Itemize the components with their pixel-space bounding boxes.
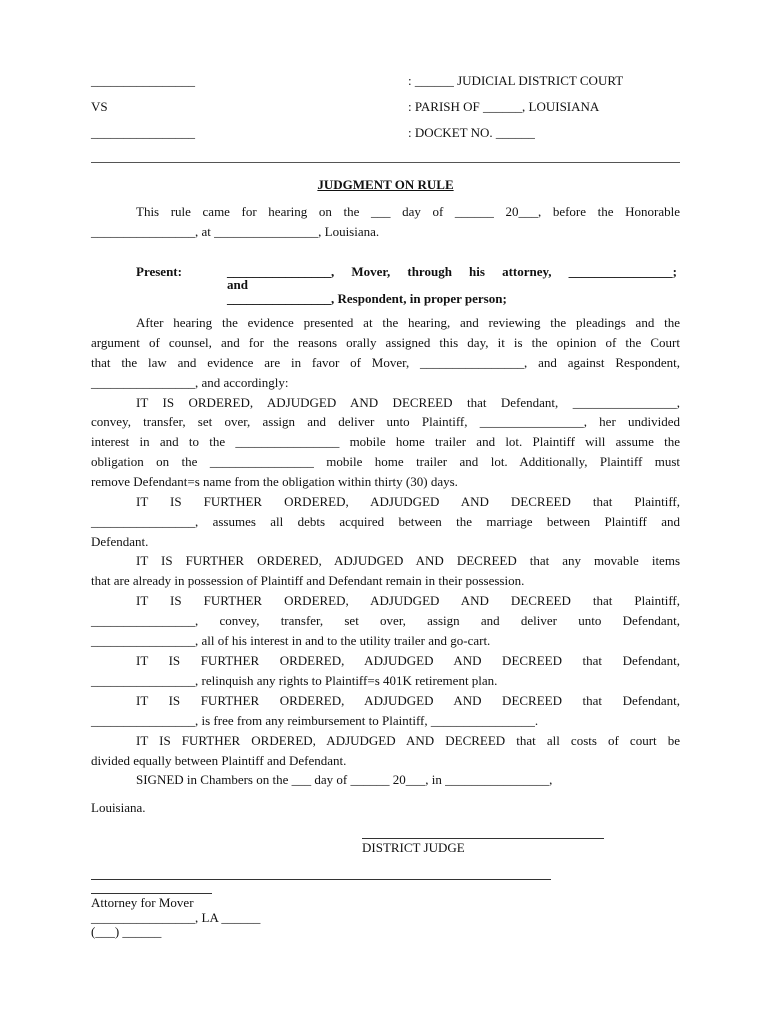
attorney-phone: (___) ______ <box>91 924 162 939</box>
body-p7-line-2: ________________, is free from any reimbursement to Plaintiff, ________________. <box>91 713 539 728</box>
body-p2-line-1: IT IS ORDERED, ADJUDGED AND DECREED that Defendant, ________________, <box>136 395 680 410</box>
caption-divider <box>91 162 680 163</box>
signed-location: Louisiana. <box>91 800 146 815</box>
body-p4-line-1: IT IS FURTHER ORDERED, ADJUDGED AND DECREED that any movable items <box>136 553 680 568</box>
defendant-blank: ________________ <box>91 125 195 140</box>
body-p3-line-2: ________________, assumes all debts acquired between the marriage between Plaintiff and <box>91 514 680 529</box>
present-respondent: ________________, Respondent, in proper person; <box>227 291 507 306</box>
body-p2-line-3: interest in and to the ________________ mobile home trailer and lot. Plaintiff will assume the <box>91 434 680 449</box>
body-p8-line-2: divided equally between Plaintiff and Defendant. <box>91 753 347 768</box>
body-p6-line-2: ________________, relinquish any rights to Plaintiff=s 401K retirement plan. <box>91 673 498 688</box>
body-p7-line-1: IT IS FURTHER ORDERED, ADJUDGED AND DECREED that Defendant, <box>136 693 680 708</box>
body-p6-line-1: IT IS FURTHER ORDERED, ADJUDGED AND DECREED that Defendant, <box>136 653 680 668</box>
body-p1-line-1: After hearing the evidence presented at the hearing, and reviewing the pleadings and the <box>136 315 680 330</box>
document-title: JUDGMENT ON RULE <box>317 177 454 192</box>
body-p5-line-3: ________________, all of his interest in and to the utility trailer and go-cart. <box>91 633 491 648</box>
attorney-label: Attorney for Mover <box>91 895 194 910</box>
body-p3-line-3: Defendant. <box>91 534 149 549</box>
body-p1-line-3: that the law and evidence are in favor of Mover, ________________, and against Respondent, <box>91 355 680 370</box>
present-and: and <box>227 277 248 292</box>
present-mover: ________________, Mover, through his attorney, ________________; <box>227 264 677 279</box>
body-p5-line-2: ________________, convey, transfer, set over, assign and deliver unto Defendant, <box>91 613 680 628</box>
body-p2-line-2: convey, transfer, set over, assign and deliver unto Plaintiff, ________________, her undivided <box>91 414 680 429</box>
attorney-name-line <box>91 893 212 894</box>
docket-number: : DOCKET NO. ______ <box>408 125 535 140</box>
body-p4-line-2: that are already in possession of Plaintiff and Defendant remain in their possession. <box>91 573 525 588</box>
body-p3-line-1: IT IS FURTHER ORDERED, ADJUDGED AND DECREED that Plaintiff, <box>136 494 680 509</box>
attorney-city: ________________, LA ______ <box>91 910 261 925</box>
judge-label: DISTRICT JUDGE <box>362 840 465 855</box>
intro-line-2: ________________, at ________________, Louisiana. <box>91 224 380 239</box>
plaintiff-blank: ________________ <box>91 73 195 88</box>
present-label: Present: <box>136 264 182 279</box>
parish-line: : PARISH OF ______, LOUISIANA <box>408 99 600 114</box>
attorney-signature-line <box>91 879 551 880</box>
judge-signature-line <box>362 838 604 839</box>
body-p2-line-4: obligation on the ________________ mobile home trailer and lot. Additionally, Plaintiff must <box>91 454 680 469</box>
body-p1-line-4: ________________, and accordingly: <box>91 375 289 390</box>
versus-label: VS <box>91 99 108 114</box>
body-p2-line-5: remove Defendant=s name from the obligation within thirty (30) days. <box>91 474 458 489</box>
body-p8-line-1: IT IS FURTHER ORDERED, ADJUDGED AND DECREED that all costs of court be <box>136 733 680 748</box>
signed-line: SIGNED in Chambers on the ___ day of ______ 20___, in ________________, <box>136 772 553 787</box>
intro-line-1: This rule came for hearing on the ___ day of ______ 20___, before the Honorable <box>136 204 680 219</box>
court-name: : ______ JUDICIAL DISTRICT COURT <box>408 73 624 88</box>
body-p5-line-1: IT IS FURTHER ORDERED, ADJUDGED AND DECREED that Plaintiff, <box>136 593 680 608</box>
body-p1-line-2: argument of counsel, and for the reasons orally assigned this day, it is the opinion of the Court <box>91 335 680 350</box>
